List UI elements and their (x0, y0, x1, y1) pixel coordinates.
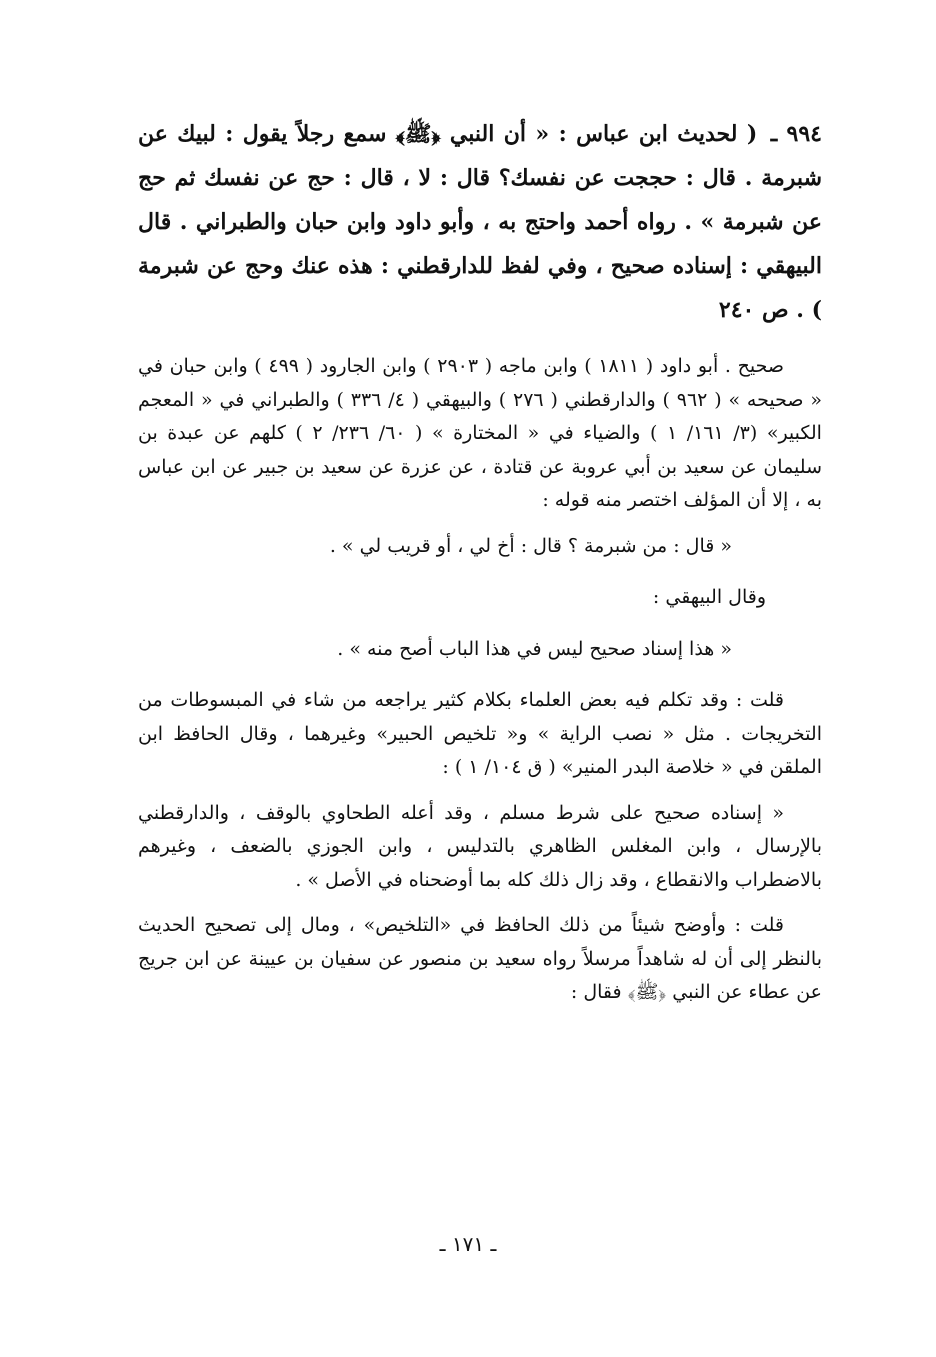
hadith-number: ٩٩٤ ـ (770, 121, 822, 147)
page-number: ـ ١٧١ ـ (439, 1232, 497, 1256)
bayhaqi-label: وقال البيهقي : (652, 586, 766, 608)
bayhaqi-quote: « هذا إسناد صحيح ليس في هذا الباب أصح منه » . (337, 637, 732, 660)
ibn-mulaqqin-quote: « إسناده صحيح على شرط مسلم ، وقد أعله الطحاوي بالوقف ، والدارقطني بالإرسال ، وابن المغلس الظاهري بالتدليس ، وابن الجوزي بالضعف ، وغيرهم بالاضطراب والانقطاع ، وقد زال ذلك كله بما أوضحناه في الأصل » . (138, 801, 822, 891)
quoted-addition: « قال : من شبرمة ؟ قال : أخ لي ، أو قريب لي » . (329, 534, 732, 557)
commentary-paragraph-1: قلت : وقد تكلم فيه بعض العلماء بكلام كثير يراجعه من شاء في المبسوطات من التخريجات . مثل « نصب الراية » و« تلخيص الحبير» وغيرهما ، وقال الحافظ ابن الملقن في « خلاصة البدر المنير» ( ق ١٠٤/ ١ ) : (138, 689, 822, 778)
takhrij-paragraph: صحيح . أبو داود ( ١٨١١ ) وابن ماجه ( ٢٩٠٣ ) وابن الجارود ( ٤٩٩ ) وابن حبان في « صحيحه » ( ٩٦٢ ) والدارقطني ( ٢٧٦ ) والبيهقي ( ٤/ ٣٣٦ ) والطبراني في « المعجم الكبير» (٣/ ١٦١/ ١ ) والضياء في « المختارة » ( ٦٠/ ٢٣٦/ ٢ ) كلهم عن عبدة بن سليمان عن سعيد بن أبي عروبة عن قتادة ، عن عزرة عن سعيد بن جبير عن ابن عباس به ، إلا أن المؤلف اختصر منه قوله : (138, 355, 822, 511)
commentary-paragraph-2: قلت : وأوضح شيئاً من ذلك الحافظ في «التلخيص» ، ومال إلى تصحيح الحديث بالنظر إلى أن له شاهداً مرسلاً رواه سعيد بن منصور عن سفيان بن عيينة عن ابن جريج عن عطاء عن النبي ﴿ﷺ﴾ فقال : (138, 914, 822, 1003)
hadith-text: ( لحديث ابن عباس : « أن النبي ﴿ﷺ﴾ سمع رجلاً يقول : لبيك عن شبرمة . قال : حججت عن نفسك؟ قال : لا ، قال : حج عن نفسك ثم حج عن شبرمة » . رواه أحمد واحتج به ، وأبو داود وابن حبان والطبراني . قال البيهقي : إسناده صحيح ، وفي لفظ للدارقطني : هذه عنك وحج عن شبرمة ) . ص ٢٤٠ (138, 121, 822, 323)
hadith-heading (138, 112, 822, 332)
document-page (138, 112, 822, 1022)
